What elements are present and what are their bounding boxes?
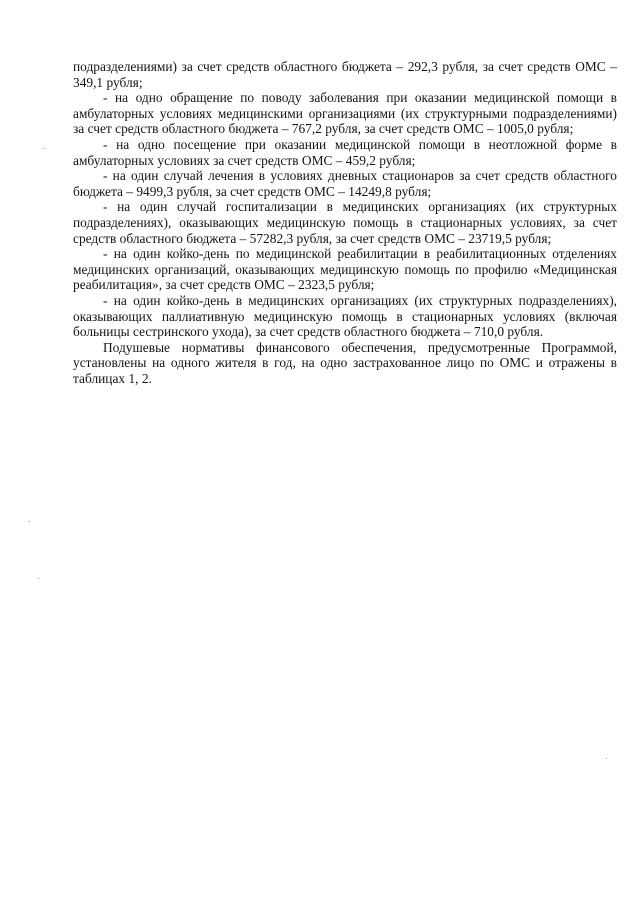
scan-speck [38, 578, 39, 579]
scan-speck [606, 758, 607, 759]
paragraph-rehabilitation-norm: - на один койко-день по медицинской реабилитации в реабилитационных отделениях медицинских организаций, оказывающих медицинскую помощь по профилю «Медицинская реабилитация», за счет средств ОМС – 2323,5 рубля; [73, 246, 617, 293]
scan-speck [29, 521, 30, 522]
paragraph-urgent-visit-norm: - на одно посещение при оказании медицинской помощи в неотложной форме в амбулаторных условиях за счет средств ОМС – 459,2 рубля; [73, 136, 617, 168]
paragraph-palliative-norm: - на один койко-день в медицинских организациях (их структурных подразделениях), оказывающих паллиативную медицинскую помощь в стационарных условиях (включая больницы сестринского ухода), за счет средств областного бюджета – 710,0 рубля. [73, 292, 617, 340]
scan-speck [44, 148, 45, 149]
document-body [73, 59, 617, 386]
paragraph-day-hospital-norm: - на один случай лечения в условиях дневных стационаров за счет средств областного бюджета – 9499,3 рубля, за счет средств ОМС – 14249,8 рубля; [73, 168, 617, 199]
paragraph-appeal-norm: - на одно обращение по поводу заболевания при оказании медицинской помощи в амбулаторных условиях медицинскими организациями (их структурными подразделениями) за счет средств областного бюджета – 767,2 рубля, за счет средств ОМС – 1005,0 рубля; [73, 90, 617, 137]
paragraph-continuation: подразделениями) за счет средств областного бюджета – 292,3 рубля, за счет средств ОМС – 349,1 рубля; [73, 59, 617, 90]
paragraph-hospitalization-norm: - на один случай госпитализации в медицинских организациях (их структурных подразделениях), оказывающих медицинскую помощь в стационарных условиях, за счет средств областного бюджета – 57282,3 рубля, за счет средств ОМС – 23719,5 рубля; [73, 199, 617, 246]
paragraph-per-capita-norms: Подушевые нормативы финансового обеспечения, предусмотренные Программой, установлены на одного жителя в год, на одно застрахованное лицо по ОМС и отражены в таблицах 1, 2. [73, 339, 617, 386]
